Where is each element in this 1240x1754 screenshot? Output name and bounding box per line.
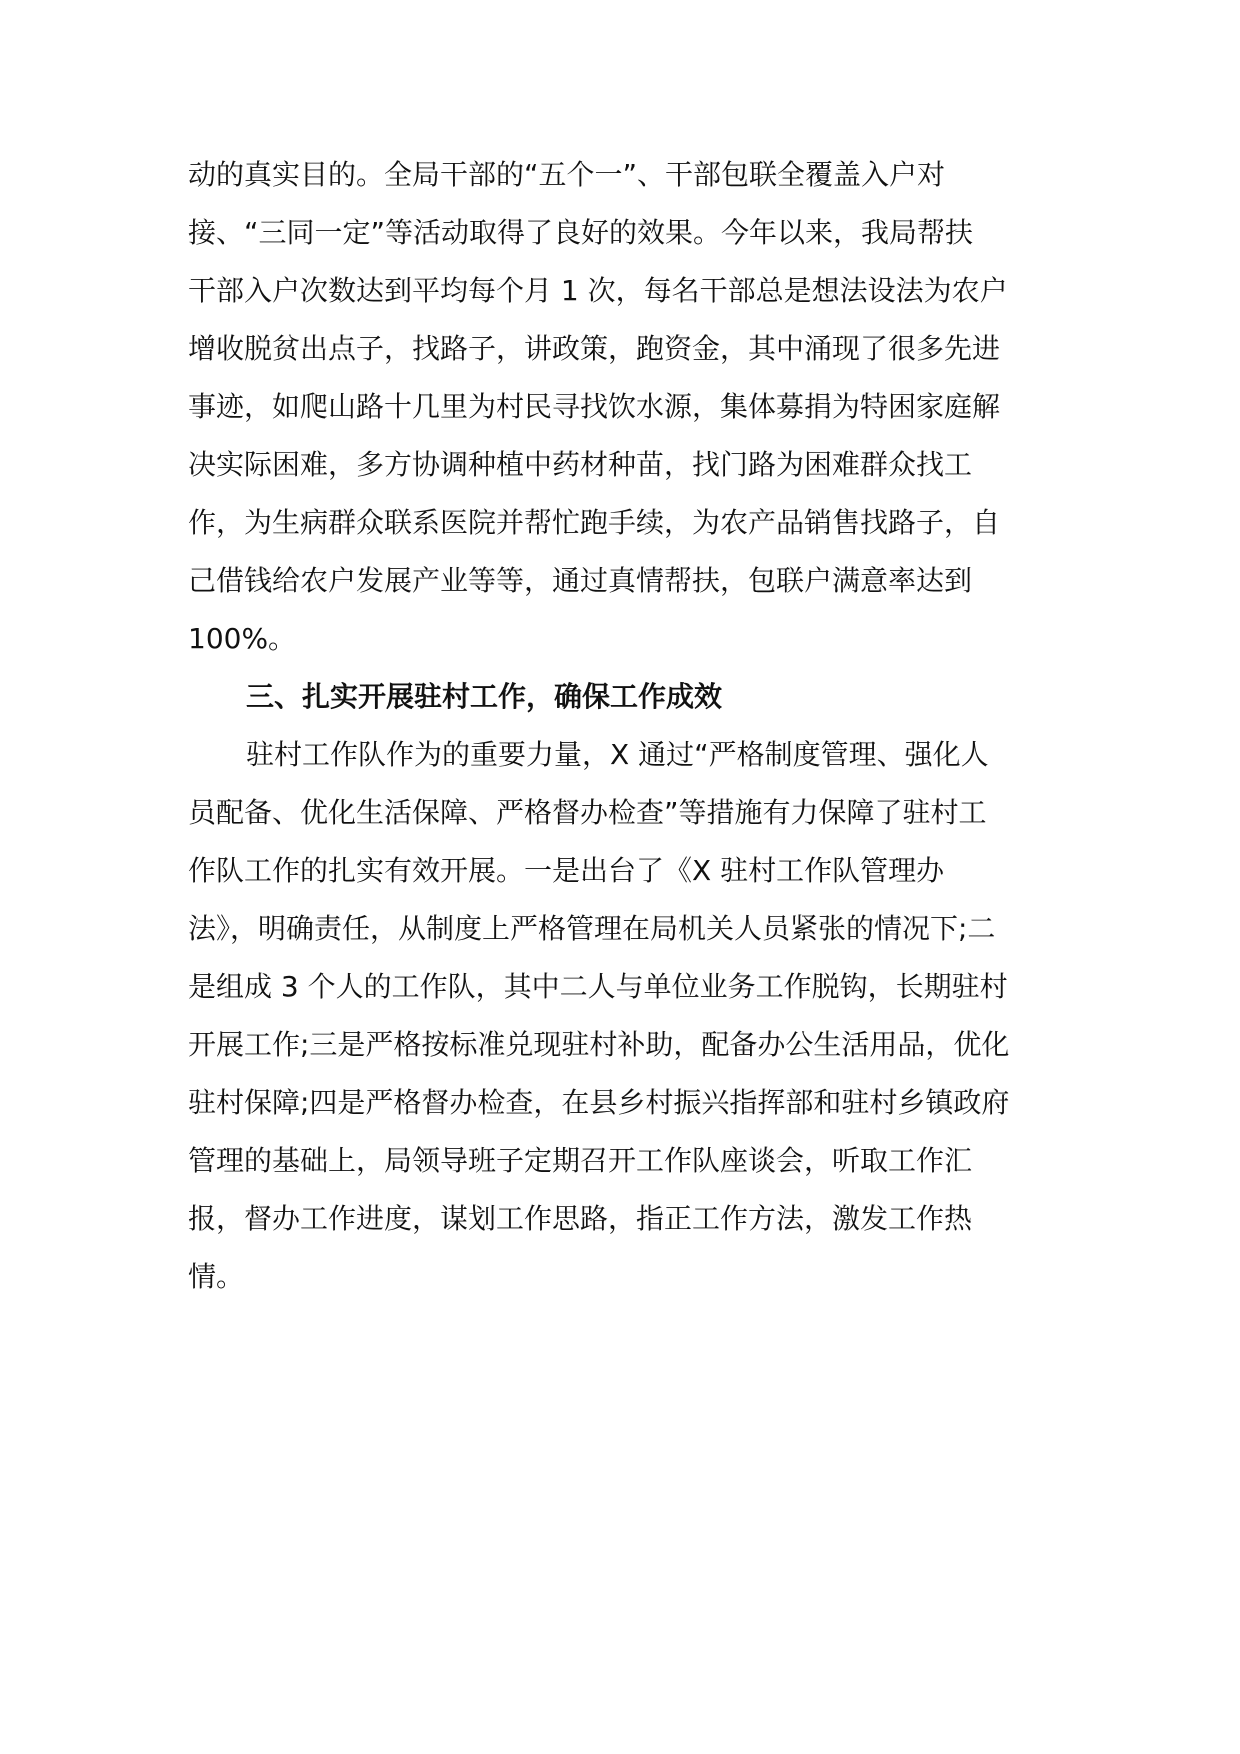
- paragraph-line: 驻村保障;四是严格督办检查，在县乡村振兴指挥部和驻村乡镇政府: [188, 1086, 1010, 1119]
- paragraph-line: 作队工作的扎实有效开展。一是出台了《X 驻村工作队管理办: [188, 854, 945, 887]
- paragraph-line: 接、“三同一定”等活动取得了良好的效果。今年以来，我局帮扶: [188, 216, 974, 249]
- paragraph-line: 员配备、优化生活保障、严格督办检查”等措施有力保障了驻村工: [188, 796, 987, 829]
- paragraph-line: 是组成 3 个人的工作队，其中二人与单位业务工作脱钩，长期驻村: [188, 970, 1008, 1003]
- paragraph-line: 法》，明确责任，从制度上严格管理在局机关人员紧张的情况下;二: [188, 912, 996, 945]
- paragraph-line: 决实际困难，多方协调种植中药材种苗，找门路为困难群众找工: [188, 448, 973, 481]
- paragraph-line: 增收脱贫出点子，找路子，讲政策，跑资金，其中涌现了很多先进: [188, 332, 1001, 365]
- paragraph-line: 事迹，如爬山路十几里为村民寻找饮水源，集体募捐为特困家庭解: [188, 390, 1001, 423]
- paragraph-line: 开展工作;三是严格按标准兑现驻村补助，配备办公生活用品，优化: [188, 1028, 1010, 1061]
- paragraph-line: 情。: [188, 1260, 245, 1293]
- paragraph-line: 驻村工作队作为的重要力量，X 通过“严格制度管理、强化人: [246, 738, 989, 771]
- paragraph-line: 100%。: [188, 622, 297, 655]
- paragraph-line: 动的真实目的。全局干部的“五个一”、干部包联全覆盖入户对: [188, 158, 946, 191]
- paragraph-line: 管理的基础上，局领导班子定期召开工作队座谈会，听取工作汇: [188, 1144, 973, 1177]
- section-heading: 三、扎实开展驻村工作，确保工作成效: [246, 680, 723, 713]
- paragraph-line: 报，督办工作进度，谋划工作思路，指正工作方法，激发工作热: [188, 1202, 973, 1235]
- paragraph-line: 干部入户次数达到平均每个月 1 次，每名干部总是想法设法为农户: [188, 274, 1008, 307]
- paragraph-line: 己借钱给农户发展产业等等，通过真情帮扶，包联户满意率达到: [188, 564, 973, 597]
- paragraph-line: 作，为生病群众联系医院并帮忙跑手续，为农产品销售找路子，自: [188, 506, 1001, 539]
